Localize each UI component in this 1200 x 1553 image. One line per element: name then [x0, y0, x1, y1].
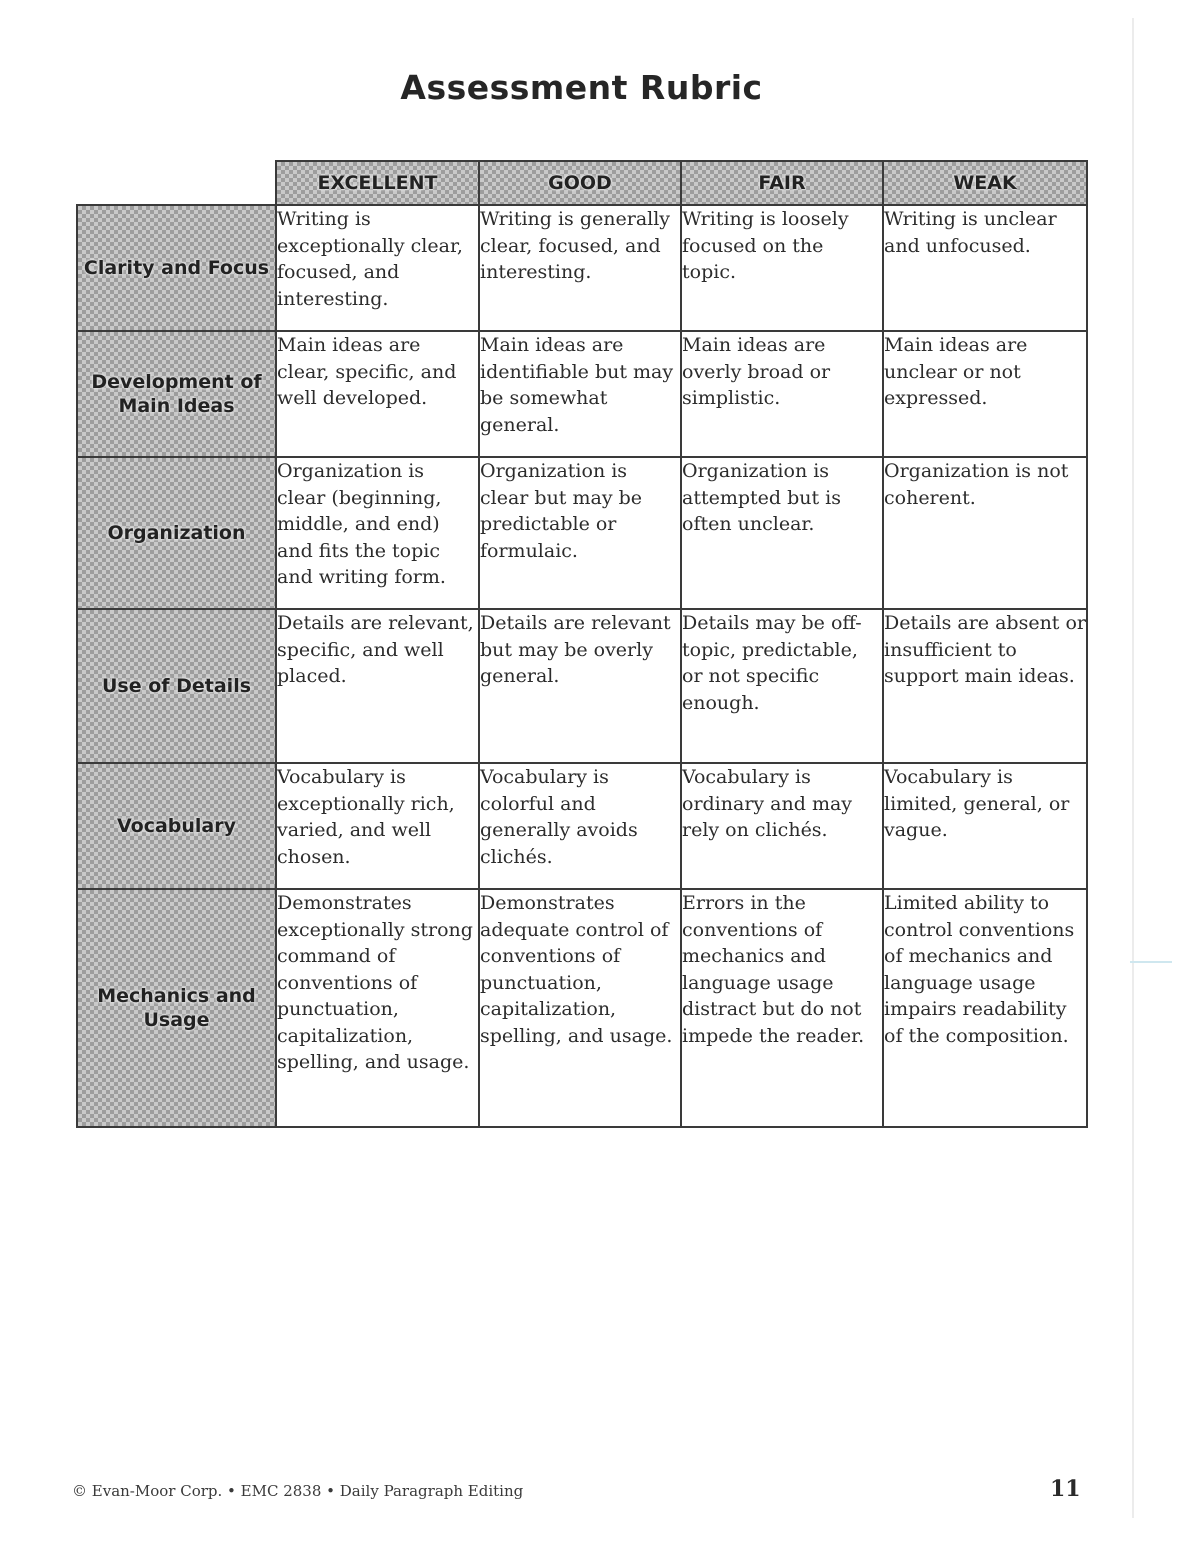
header-row: [77, 161, 1087, 205]
level-header-weak: [883, 161, 1087, 205]
table-row: [77, 763, 1087, 889]
rubric-cell: Vocabulary is colorful and generally avoids clichés.: [479, 763, 681, 889]
rubric-cell: Errors in the conventions of mechanics and language usage distract but do not impede the reader.: [681, 889, 883, 1127]
scan-mark: [1130, 961, 1172, 963]
footer-credit: © Evan-Moor Corp. • EMC 2838 • Daily Paragraph Editing: [72, 1482, 524, 1500]
table-row: [77, 889, 1087, 1127]
rubric-cell: Main ideas are unclear or not expressed.: [883, 331, 1087, 457]
rubric-cell: Writing is unclear and unfocused.: [883, 205, 1087, 331]
rubric-cell: Details are relevant but may be overly general.: [479, 609, 681, 763]
level-header-excellent: [276, 161, 479, 205]
table-row: [77, 331, 1087, 457]
rubric-cell: Writing is exceptionally clear, focused, and interesting.: [276, 205, 479, 331]
page-edge-line: [1132, 18, 1134, 1518]
criterion-clarity-and-focus: Clarity and Focus: [77, 205, 276, 331]
table-row: [77, 609, 1087, 763]
criterion-mechanics-and-usage: Mechanics and Usage: [77, 889, 276, 1127]
corner-cell: [77, 161, 276, 205]
rubric-cell: Writing is generally clear, focused, and interesting.: [479, 205, 681, 331]
table-row: [77, 205, 1087, 331]
rubric-cell: Vocabulary is exceptionally rich, varied, and well chosen.: [276, 763, 479, 889]
criterion-use-of-details: Use of Details: [77, 609, 276, 763]
rubric-cell: Demonstrates adequate control of conventions of punctuation, capitalization, spelling, and usage.: [479, 889, 681, 1127]
criterion-development-of-main-ideas: Development of Main Ideas: [77, 331, 276, 457]
table-row: [77, 457, 1087, 609]
rubric-cell: Limited ability to control conventions of mechanics and language usage impairs readability of the composition.: [883, 889, 1087, 1127]
rubric-cell: Organization is clear (beginning, middle, and end) and fits the topic and writing form.: [276, 457, 479, 609]
criterion-organization: Organization: [77, 457, 276, 609]
rubric-cell: Details may be off-topic, predictable, or not specific enough.: [681, 609, 883, 763]
rubric-cell: Organization is clear but may be predictable or formulaic.: [479, 457, 681, 609]
rubric-cell: Main ideas are identifiable but may be somewhat general.: [479, 331, 681, 457]
rubric-cell: Writing is loosely focused on the topic.: [681, 205, 883, 331]
level-label: FAIR: [758, 172, 806, 194]
rubric-cell: Organization is attempted but is often unclear.: [681, 457, 883, 609]
rubric-cell: Main ideas are overly broad or simplistic.: [681, 331, 883, 457]
rubric-cell: Details are relevant, specific, and well placed.: [276, 609, 479, 763]
rubric-cell: Vocabulary is ordinary and may rely on clichés.: [681, 763, 883, 889]
rubric-table: [76, 160, 1088, 1128]
level-label: EXCELLENT: [317, 172, 438, 194]
criterion-vocabulary: Vocabulary: [77, 763, 276, 889]
level-header-fair: [681, 161, 883, 205]
level-label: GOOD: [548, 172, 612, 194]
page-number: 11: [1050, 1476, 1081, 1502]
rubric-cell: Main ideas are clear, specific, and well developed.: [276, 331, 479, 457]
rubric-cell: Demonstrates exceptionally strong command of conventions of punctuation, capitalization, spelling, and usage.: [276, 889, 479, 1127]
rubric-cell: Details are absent or insufficient to support main ideas.: [883, 609, 1087, 763]
level-header-good: [479, 161, 681, 205]
rubric-cell: Organization is not coherent.: [883, 457, 1087, 609]
rubric-cell: Vocabulary is limited, general, or vague.: [883, 763, 1087, 889]
page-title: Assessment Rubric: [400, 68, 763, 107]
level-label: WEAK: [953, 172, 1017, 194]
